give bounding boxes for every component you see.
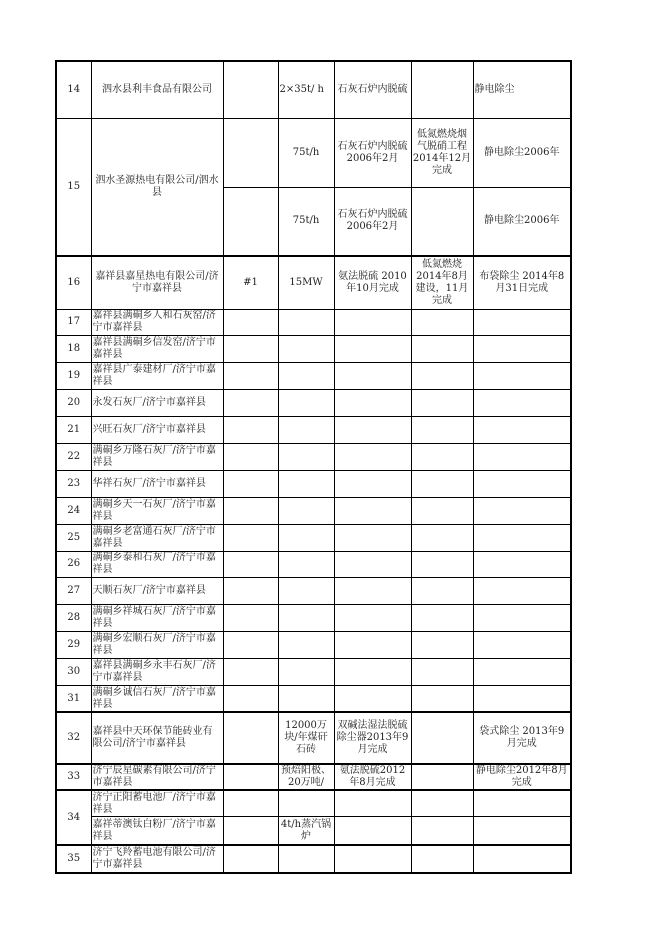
table-row [56,551,571,578]
dust-removal-cell [473,497,571,524]
desulfurization-cell [334,417,411,444]
row-number: 20 [56,390,91,417]
table-row [56,578,571,605]
row-number: 35 [56,845,91,873]
desulfurization-cell: 石灰石炉内脱硫 [334,61,411,118]
row-number: 24 [56,497,91,524]
company-name: 满硐乡天一石灰厂/济宁市嘉祥县 [91,497,223,524]
table-row [56,61,571,118]
dust-removal-cell [473,605,571,632]
capacity-cell [278,845,334,873]
desulfurization-cell: 氨法脱硫2012年8月完成 [334,764,411,790]
company-name: 满硐乡祥城石灰厂/济宁市嘉祥县 [91,605,223,632]
denitrification-cell [411,187,473,256]
table-row [56,497,571,524]
unit-cell [223,712,278,764]
table-row [56,390,571,417]
desulfurization-cell [334,816,411,845]
table-row [56,712,571,764]
desulfurization-cell [334,470,411,497]
table-row [56,790,571,816]
desulfurization-cell [334,363,411,390]
dust-removal-cell [473,685,571,712]
capacity-cell [278,309,334,336]
denitrification-cell [411,336,473,363]
unit-cell [223,685,278,712]
unit-cell [223,551,278,578]
table-row [56,336,571,363]
company-name: 兴旺石灰厂/济宁市嘉祥县 [91,417,223,444]
dust-removal-cell [473,790,571,816]
dust-removal-cell [473,336,571,363]
row-number: 15 [56,118,91,256]
company-name: 济宁正阳蓄电池厂/济宁市嘉祥县 [91,790,223,816]
unit-cell [223,764,278,790]
row-number: 19 [56,363,91,390]
unit-cell [223,632,278,659]
table-row [56,443,571,470]
capacity-cell: 75t/h [278,187,334,256]
unit-cell [223,659,278,686]
table-row [56,256,571,309]
denitrification-cell [411,764,473,790]
dust-removal-cell [473,390,571,417]
row-number: 18 [56,336,91,363]
dust-removal-cell: 静电除尘2006年 [473,118,571,187]
company-name: 济宁飞羚蓄电池有限公司/济宁市嘉祥县 [91,845,223,873]
capacity-cell [278,551,334,578]
capacity-cell: 4t/h蒸汽锅炉 [278,816,334,845]
denitrification-cell [411,524,473,551]
table-row [56,470,571,497]
table-row [56,363,571,390]
denitrification-cell [411,309,473,336]
dust-removal-cell [473,417,571,444]
capacity-cell [278,390,334,417]
denitrification-cell [411,470,473,497]
company-name: 满硐乡诚信石灰厂/济宁市嘉祥县 [91,685,223,712]
emissions-table [55,60,572,874]
desulfurization-cell [334,390,411,417]
unit-cell [223,845,278,873]
capacity-cell: 75t/h [278,118,334,187]
dust-removal-cell: 静电除尘2006年 [473,187,571,256]
unit-cell [223,187,278,256]
unit-cell [223,61,278,118]
dust-removal-cell [473,845,571,873]
desulfurization-cell [334,524,411,551]
row-number: 17 [56,309,91,336]
row-number: 34 [56,790,91,845]
table-row [56,816,571,845]
dust-removal-cell [473,470,571,497]
company-name: 华祥石灰厂/济宁市嘉祥县 [91,470,223,497]
table-row [56,118,571,187]
row-number: 16 [56,256,91,309]
unit-cell [223,336,278,363]
desulfurization-cell [334,605,411,632]
dust-removal-cell: 袋式除尘 2013年9月完成 [473,712,571,764]
unit-cell [223,605,278,632]
denitrification-cell [411,363,473,390]
dust-removal-cell [473,659,571,686]
capacity-cell [278,497,334,524]
company-name: 天顺石灰厂/济宁市嘉祥县 [91,578,223,605]
row-number: 27 [56,578,91,605]
table-row [56,659,571,686]
denitrification-cell: 低氮燃烧2014年8月建设，11月完成 [411,256,473,309]
table-row [56,845,571,873]
table-row [56,632,571,659]
dust-removal-cell [473,551,571,578]
unit-cell [223,497,278,524]
row-number: 14 [56,61,91,118]
unit-cell [223,118,278,187]
denitrification-cell [411,685,473,712]
denitrification-cell [411,497,473,524]
capacity-cell [278,417,334,444]
capacity-cell [278,363,334,390]
dust-removal-cell [473,524,571,551]
denitrification-cell [411,605,473,632]
company-name: 嘉祥县嘉星热电有限公司/济宁市嘉祥县 [91,256,223,309]
row-number: 28 [56,605,91,632]
denitrification-cell [411,790,473,816]
dust-removal-cell: 布袋除尘 2014年8月31日完成 [473,256,571,309]
denitrification-cell [411,845,473,873]
denitrification-cell [411,390,473,417]
denitrification-cell: 低氮燃烧烟气脱硝工程2014年12月完成 [411,118,473,187]
row-number: 31 [56,685,91,712]
denitrification-cell [411,632,473,659]
desulfurization-cell [334,632,411,659]
company-name: 泗水圣源热电有限公司/泗水县 [91,118,223,256]
unit-cell [223,578,278,605]
unit-cell [223,309,278,336]
capacity-cell: 15MW [278,256,334,309]
unit-cell [223,417,278,444]
capacity-cell [278,605,334,632]
company-name: 满硐乡万隆石灰厂/济宁市嘉祥县 [91,443,223,470]
dust-removal-cell: 静电除尘 [473,61,571,118]
desulfurization-cell [334,578,411,605]
dust-removal-cell [473,309,571,336]
row-number: 25 [56,524,91,551]
capacity-cell [278,524,334,551]
unit-cell [223,790,278,816]
denitrification-cell [411,712,473,764]
row-number: 32 [56,712,91,764]
company-name: 满硐乡泰和石灰厂/济宁市嘉祥县 [91,551,223,578]
table-row [56,417,571,444]
desulfurization-cell: 石灰石炉内脱硫2006年2月 [334,118,411,187]
row-number: 26 [56,551,91,578]
company-name: 济宁辰星碳素有限公司/济宁市嘉祥县 [91,764,223,790]
unit-cell [223,470,278,497]
denitrification-cell [411,443,473,470]
company-name: 嘉祥县中天环保节能砖业有限公司/济宁市嘉祥县 [91,712,223,764]
table-row [56,524,571,551]
capacity-cell [278,336,334,363]
capacity-cell [278,659,334,686]
desulfurization-cell [334,309,411,336]
unit-cell [223,390,278,417]
capacity-cell [278,632,334,659]
company-name: 永发石灰厂/济宁市嘉祥县 [91,390,223,417]
denitrification-cell [411,417,473,444]
capacity-cell: 12000万块/年煤矸石砖 [278,712,334,764]
row-number: 22 [56,443,91,470]
capacity-cell: 预焙阳极、20万吨/ [278,764,334,790]
unit-cell: #1 [223,256,278,309]
dust-removal-cell [473,443,571,470]
dust-removal-cell [473,632,571,659]
company-name: 满硐乡宏顺石灰厂/济宁市嘉祥县 [91,632,223,659]
unit-cell [223,443,278,470]
table-row [56,764,571,790]
company-name: 嘉祥县满硐乡人和石灰窑/济宁市嘉祥县 [91,309,223,336]
desulfurization-cell [334,551,411,578]
capacity-cell [278,578,334,605]
company-name: 嘉祥县满硐乡信发窑/济宁市嘉祥县 [91,336,223,363]
denitrification-cell [411,659,473,686]
capacity-cell [278,443,334,470]
capacity-cell [278,470,334,497]
capacity-cell [278,685,334,712]
desulfurization-cell [334,336,411,363]
company-name: 嘉祥蒂澳钛白粉厂/济宁市嘉祥县 [91,816,223,845]
denitrification-cell [411,578,473,605]
desulfurization-cell: 双碱法湿法脱硫除尘器2013年9月完成 [334,712,411,764]
dust-removal-cell [473,578,571,605]
company-name: 嘉祥县广泰建材厂/济宁市嘉祥县 [91,363,223,390]
desulfurization-cell [334,845,411,873]
denitrification-cell [411,551,473,578]
row-number: 29 [56,632,91,659]
desulfurization-cell [334,443,411,470]
capacity-cell: 2×35t/ h [278,61,334,118]
unit-cell [223,363,278,390]
desulfurization-cell: 氨法脱硫 2010年10月完成 [334,256,411,309]
denitrification-cell [411,61,473,118]
desulfurization-cell: 石灰石炉内脱硫2006年2月 [334,187,411,256]
company-name: 泗水县利丰食品有限公司 [91,61,223,118]
company-name: 满硐乡老富通石灰厂/济宁市嘉祥县 [91,524,223,551]
row-number: 30 [56,659,91,686]
table-row [56,605,571,632]
denitrification-cell [411,816,473,845]
desulfurization-cell [334,685,411,712]
row-number: 23 [56,470,91,497]
capacity-cell [278,790,334,816]
table-row [56,685,571,712]
company-name: 嘉祥县满硐乡永丰石灰厂/济宁市嘉祥县 [91,659,223,686]
row-number: 21 [56,417,91,444]
unit-cell [223,524,278,551]
desulfurization-cell [334,790,411,816]
unit-cell [223,816,278,845]
row-number: 33 [56,764,91,790]
dust-removal-cell [473,363,571,390]
dust-removal-cell [473,816,571,845]
table-row [56,309,571,336]
dust-removal-cell: 静电除尘2012年8月完成 [473,764,571,790]
desulfurization-cell [334,497,411,524]
desulfurization-cell [334,659,411,686]
